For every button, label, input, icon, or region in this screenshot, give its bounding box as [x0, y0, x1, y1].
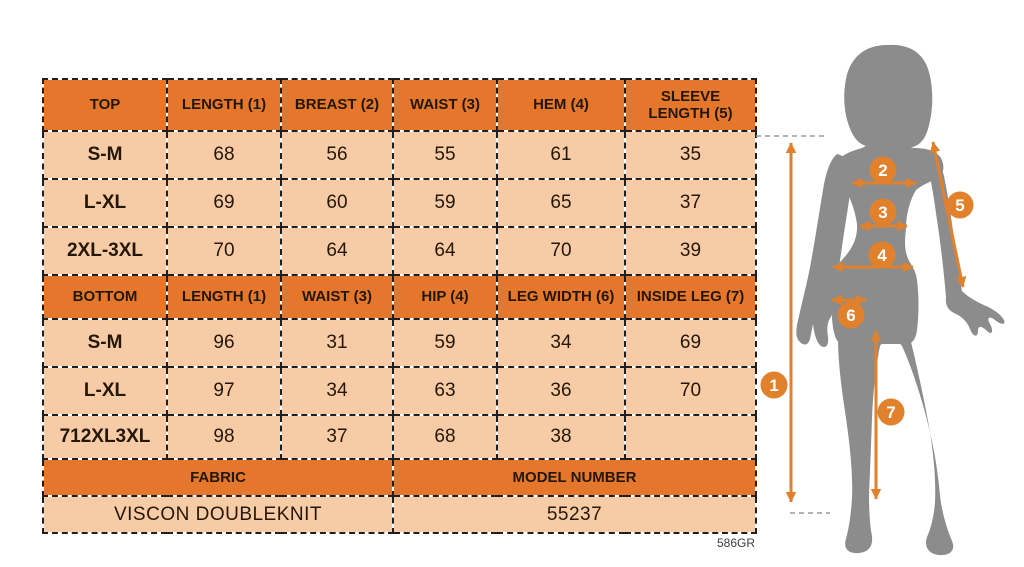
table-row: [43, 319, 756, 367]
size-label-cell: 712XL3XL: [43, 415, 167, 459]
marker-6: [838, 302, 865, 329]
size-value-cell: 31: [281, 319, 393, 367]
table-row: [43, 415, 756, 459]
bottom-header-cell: HIP (4): [393, 275, 497, 319]
bottom-header-cell: LENGTH (1): [167, 275, 281, 319]
bottom-header-row: [43, 275, 756, 319]
footer-header-row: [43, 459, 756, 496]
size-value-cell: 70: [167, 227, 281, 275]
top-header-row: [43, 79, 756, 131]
measurement-diagram: [740, 30, 1024, 567]
svg-text:6: 6: [846, 306, 856, 325]
size-label-cell: S-M: [43, 131, 167, 179]
top-header-cell: BREAST (2): [281, 79, 393, 131]
size-value-cell: 34: [497, 319, 625, 367]
svg-text:1: 1: [769, 376, 779, 395]
size-value-cell: 60: [281, 179, 393, 227]
svg-text:3: 3: [878, 203, 888, 222]
size-value-cell: 70: [497, 227, 625, 275]
footer-value-row: [43, 496, 756, 533]
silhouette-legs: [838, 338, 953, 555]
size-chart-table-wrap: [42, 78, 755, 534]
marker-1: [761, 372, 788, 399]
fabric-header-cell: FABRIC: [43, 459, 393, 496]
marker-5: [947, 192, 974, 219]
size-value-cell: 36: [497, 367, 625, 415]
size-value-cell: 59: [393, 319, 497, 367]
svg-text:2: 2: [878, 161, 888, 180]
size-value-cell: 69: [625, 319, 756, 367]
model-header-cell: MODEL NUMBER: [393, 459, 756, 496]
size-value-cell: 39: [625, 227, 756, 275]
marker-4: [869, 242, 896, 269]
size-value-cell: 65: [497, 179, 625, 227]
size-value-cell: 55: [393, 131, 497, 179]
table-row: [43, 367, 756, 415]
svg-text:7: 7: [886, 403, 896, 422]
size-value-cell: 35: [625, 131, 756, 179]
sku-code: 586GR: [716, 536, 755, 550]
size-label-cell: S-M: [43, 319, 167, 367]
size-value-cell: 56: [281, 131, 393, 179]
size-value-cell: 68: [393, 415, 497, 459]
size-value-cell: 70: [625, 367, 756, 415]
bottom-header-cell: INSIDE LEG (7): [625, 275, 756, 319]
size-value-cell: 37: [625, 179, 756, 227]
table-row: [43, 179, 756, 227]
svg-text:4: 4: [877, 246, 887, 265]
size-value-cell: 68: [167, 131, 281, 179]
size-value-cell: 63: [393, 367, 497, 415]
female-silhouette: [796, 45, 1004, 555]
marker-7: [878, 399, 905, 426]
marker-3: [870, 199, 897, 226]
size-label-cell: L-XL: [43, 367, 167, 415]
size-value-cell: 37: [281, 415, 393, 459]
size-chart-table: [42, 78, 757, 534]
top-header-cell: WAIST (3): [393, 79, 497, 131]
model-value-cell: 55237: [393, 496, 756, 533]
top-header-cell: TOP: [43, 79, 167, 131]
fabric-value-cell: VISCON DOUBLEKNIT: [43, 496, 393, 533]
table-row: [43, 227, 756, 275]
bottom-header-cell: BOTTOM: [43, 275, 167, 319]
size-value-cell: 64: [393, 227, 497, 275]
size-value-cell: 64: [281, 227, 393, 275]
silhouette-right-arm: [926, 156, 1004, 336]
bottom-header-cell: WAIST (3): [281, 275, 393, 319]
size-value-cell: 97: [167, 367, 281, 415]
size-label-cell: L-XL: [43, 179, 167, 227]
top-header-cell: LENGTH (1): [167, 79, 281, 131]
table-row: [43, 131, 756, 179]
size-value-cell: 38: [497, 415, 625, 459]
top-header-cell: HEM (4): [497, 79, 625, 131]
top-header-cell: SLEEVE LENGTH (5): [625, 79, 756, 131]
size-value-cell: 98: [167, 415, 281, 459]
size-label-cell: 2XL-3XL: [43, 227, 167, 275]
bottom-header-cell: LEG WIDTH (6): [497, 275, 625, 319]
size-value-cell: 96: [167, 319, 281, 367]
size-value-cell: 59: [393, 179, 497, 227]
size-value-cell: [625, 415, 756, 459]
svg-text:5: 5: [955, 196, 965, 215]
marker-2: [870, 157, 897, 184]
size-value-cell: 61: [497, 131, 625, 179]
size-value-cell: 34: [281, 367, 393, 415]
size-value-cell: 69: [167, 179, 281, 227]
